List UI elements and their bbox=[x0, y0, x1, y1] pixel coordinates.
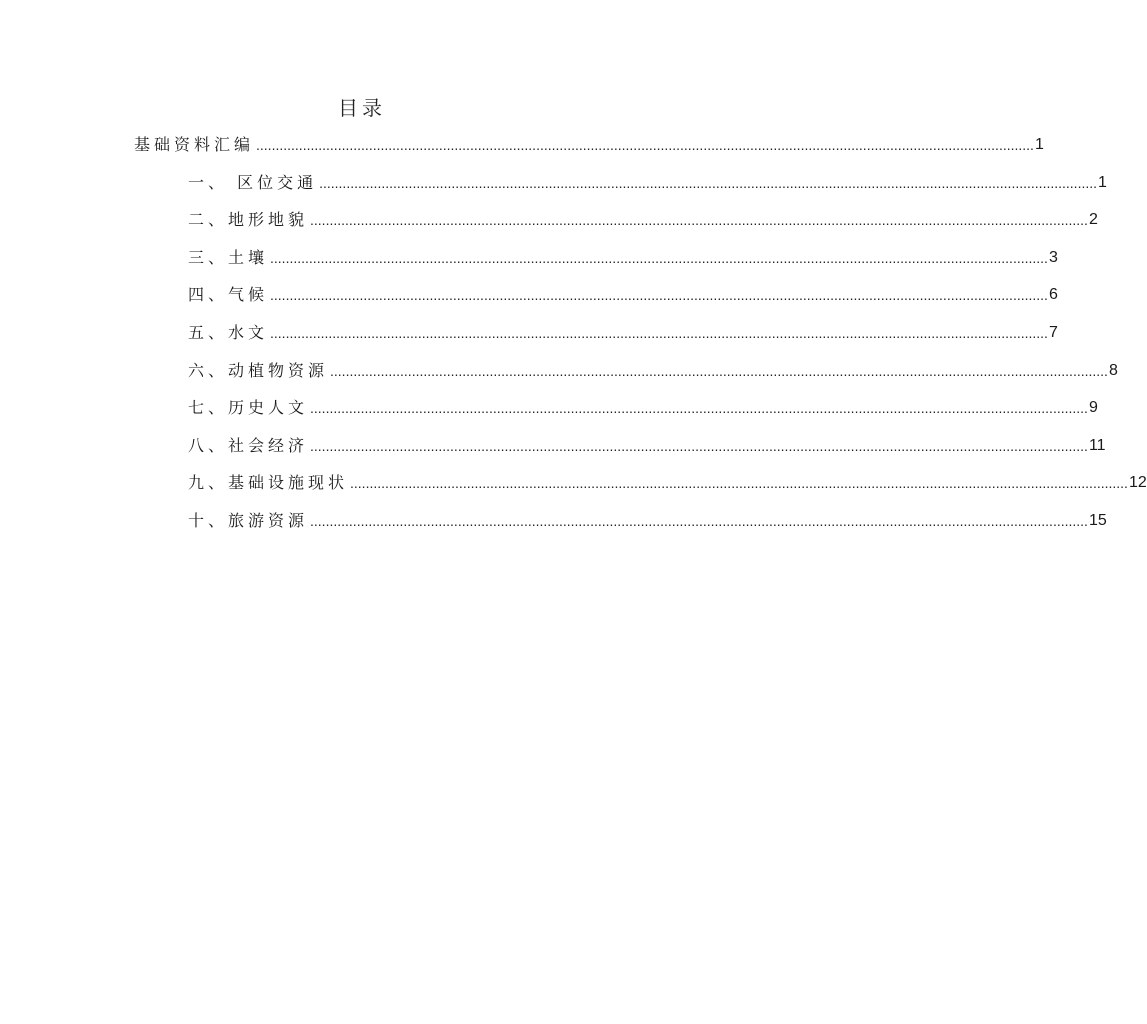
toc-dot-leader: ........................................................................................................................................................................................................ bbox=[256, 137, 1034, 153]
toc-entry-page-number: 12 bbox=[1128, 474, 1147, 492]
toc-dot-leader: ........................................................................................................................................................................................................ bbox=[310, 437, 1088, 454]
toc-entry[interactable] bbox=[0, 471, 1147, 509]
toc-entry[interactable] bbox=[0, 509, 1107, 547]
toc-entry-page-number: 1 bbox=[1098, 173, 1107, 191]
toc-entry-label: 六、动植物资源 bbox=[188, 360, 329, 380]
toc-dot-leader: ........................................................................................................................................................................................................ bbox=[310, 512, 1088, 529]
toc-dot-leader: ........................................................................................................................................................................................................ bbox=[270, 324, 1048, 341]
toc-entry[interactable] bbox=[0, 359, 1118, 397]
toc-entry-page-number: 9 bbox=[1088, 399, 1098, 417]
toc-dot-leader: ........................................................................................................................................................................................................ bbox=[319, 174, 1098, 191]
toc-title: 目录 bbox=[338, 96, 386, 120]
toc-entry-page-number: 11 bbox=[1088, 436, 1106, 454]
toc-dot-leader: ........................................................................................................................................................................................................ bbox=[350, 475, 1128, 492]
toc-entry-label: 五、水文 bbox=[188, 322, 269, 342]
toc-entry-label: 十、旅游资源 bbox=[188, 510, 309, 530]
toc-entry-label: 九、基础设施现状 bbox=[188, 473, 349, 493]
toc-entry[interactable] bbox=[0, 434, 1106, 472]
toc-entry-page-number: 8 bbox=[1108, 361, 1118, 379]
toc-entry-label: 七、历史人文 bbox=[188, 398, 309, 418]
toc-entry[interactable] bbox=[0, 246, 1058, 284]
toc-entry[interactable] bbox=[0, 321, 1058, 359]
toc-entry-page-number: 6 bbox=[1048, 286, 1058, 304]
toc-entry-label: 四、气候 bbox=[188, 285, 269, 305]
toc-entry-page-number: 3 bbox=[1048, 248, 1058, 266]
toc-entry-label: 八、社会经济 bbox=[188, 435, 309, 455]
toc-entry-page-number: 1 bbox=[1034, 136, 1044, 153]
toc-dot-leader: ........................................................................................................................................................................................................ bbox=[310, 400, 1088, 417]
toc-entry-page-number: 7 bbox=[1048, 323, 1058, 341]
toc-list bbox=[0, 133, 1147, 547]
toc-entry-label: 三、土壤 bbox=[188, 247, 269, 267]
toc-entry-label: 二、地形地貌 bbox=[188, 210, 309, 230]
toc-entry[interactable] bbox=[0, 283, 1058, 321]
toc-entry[interactable] bbox=[0, 396, 1098, 434]
toc-entry[interactable] bbox=[0, 133, 1044, 171]
toc-dot-leader: ........................................................................................................................................................................................................ bbox=[310, 212, 1088, 229]
toc-entry[interactable] bbox=[0, 208, 1098, 246]
toc-entry-label: 基础资料汇编 bbox=[134, 135, 255, 154]
toc-entry-label: 一、 区位交通 bbox=[188, 172, 318, 192]
toc-dot-leader: ........................................................................................................................................................................................................ bbox=[330, 362, 1108, 379]
toc-dot-leader: ........................................................................................................................................................................................................ bbox=[270, 287, 1048, 304]
toc-dot-leader: ........................................................................................................................................................................................................ bbox=[270, 249, 1048, 266]
toc-entry-page-number: 2 bbox=[1088, 211, 1098, 229]
toc-entry[interactable] bbox=[0, 171, 1107, 209]
toc-entry-page-number: 15 bbox=[1088, 511, 1107, 529]
